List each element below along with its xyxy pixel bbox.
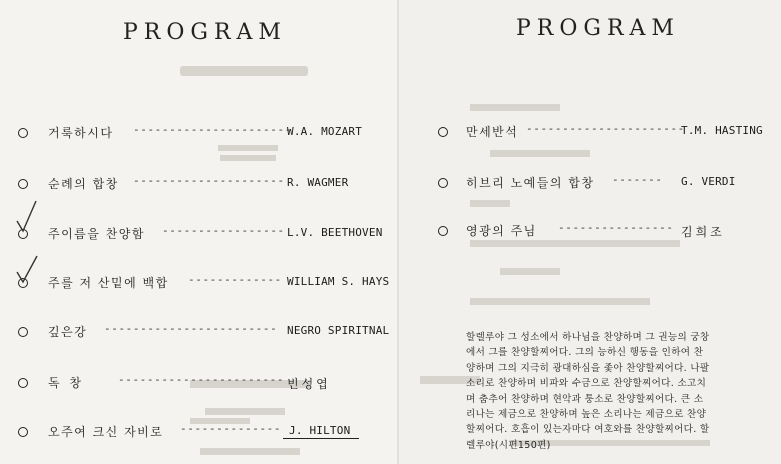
circle-bullet-icon	[18, 378, 28, 388]
piece-title: 히브리 노예들의 합창	[466, 176, 595, 190]
composer-name: WILLIAM S. HAYS	[287, 275, 390, 288]
composer-name: NEGRO SPIRITNAL	[287, 324, 390, 337]
paragraph-line: 할렐루야 그 성소에서 하나님을 찬양하며 그 권능의 궁창	[466, 332, 710, 343]
circle-bullet-icon	[18, 128, 28, 138]
piece-title: 독 창	[48, 376, 84, 390]
list-item	[430, 222, 780, 242]
paragraph-line: 며 춤추어 찬양하며 현악과 퉁소로 찬양할찌어다. 큰 소	[466, 393, 704, 405]
circle-bullet-icon	[18, 179, 28, 189]
piece-title: 만세반석	[466, 125, 519, 139]
leader-dashes: -----------------------	[118, 373, 285, 386]
composer-name: 김희조	[681, 225, 725, 239]
piece-title: 깊은강	[48, 325, 88, 339]
piece-title: 영광의 주님	[466, 224, 537, 238]
paragraph-line: 리나는 제금으로 찬양하며 높은 소리나는 제금으로 찬양	[466, 408, 707, 420]
circle-bullet-icon	[438, 178, 448, 188]
composer-name: W.A. MOZART	[287, 125, 363, 138]
handwritten-check-icon	[14, 254, 40, 286]
composer-name: 빈성엽	[287, 377, 331, 391]
paragraph-line: 소리로 찬양하며 비파와 수금으로 찬양할찌어다. 소고치	[466, 378, 707, 390]
right-program-title: PROGRAM	[516, 16, 680, 41]
leader-dashes: -----------------	[162, 224, 285, 237]
piece-title: 순례의 합창	[48, 177, 119, 191]
piece-title: 거룩하시다	[48, 126, 114, 140]
composer-name: R. WAGMER	[287, 176, 349, 189]
list-item	[0, 423, 398, 443]
piece-title: 오주여 크신 자비로	[48, 425, 164, 439]
composer-name: G. VERDI	[681, 175, 736, 188]
leader-dashes: -------	[612, 173, 663, 186]
leader-dashes: -------------	[188, 273, 282, 286]
leader-dashes: ----------------------	[526, 122, 685, 135]
left-program-title: PROGRAM	[123, 20, 287, 45]
list-item	[430, 123, 780, 143]
list-item	[0, 124, 398, 144]
handwritten-underline	[283, 438, 359, 439]
list-item	[0, 225, 398, 245]
list-item	[0, 323, 398, 343]
leader-dashes: ------------------------	[104, 322, 278, 335]
circle-bullet-icon	[438, 127, 448, 137]
paragraph-line: 렐루야(시편150편)	[466, 439, 551, 451]
leader-dashes: ---------------------	[133, 174, 285, 187]
composer-name: J. HILTON	[289, 424, 351, 437]
leader-dashes: --------------	[180, 422, 282, 435]
list-item	[0, 374, 398, 394]
leader-dashes: ----------------------	[133, 123, 292, 136]
piece-title: 주를 저 산밑에 백합	[48, 276, 169, 290]
list-item	[0, 175, 398, 195]
circle-bullet-icon	[18, 327, 28, 337]
paragraph-line: 양하며 그의 지극히 광대하심을 좇아 찬양할찌어다. 나팔	[466, 362, 710, 374]
handwritten-check-icon	[14, 199, 40, 235]
psalm-paragraph	[466, 330, 756, 453]
list-item	[0, 274, 398, 294]
leader-dashes: ----------------	[558, 221, 674, 234]
composer-name: T.M. HASTING	[681, 124, 763, 137]
paragraph-line: 에서 그를 찬양할찌어다. 그의 능하신 행동을 인하여 찬	[466, 347, 704, 359]
circle-bullet-icon	[18, 427, 28, 437]
piece-title: 주이름을 찬양함	[48, 227, 145, 241]
paragraph-line: 할찌어다. 호흡이 있는자마다 여호와를 찬양할찌어다. 할	[466, 424, 710, 436]
circle-bullet-icon	[438, 226, 448, 236]
composer-name: L.V. BEETHOVEN	[287, 226, 383, 239]
list-item	[430, 174, 780, 194]
